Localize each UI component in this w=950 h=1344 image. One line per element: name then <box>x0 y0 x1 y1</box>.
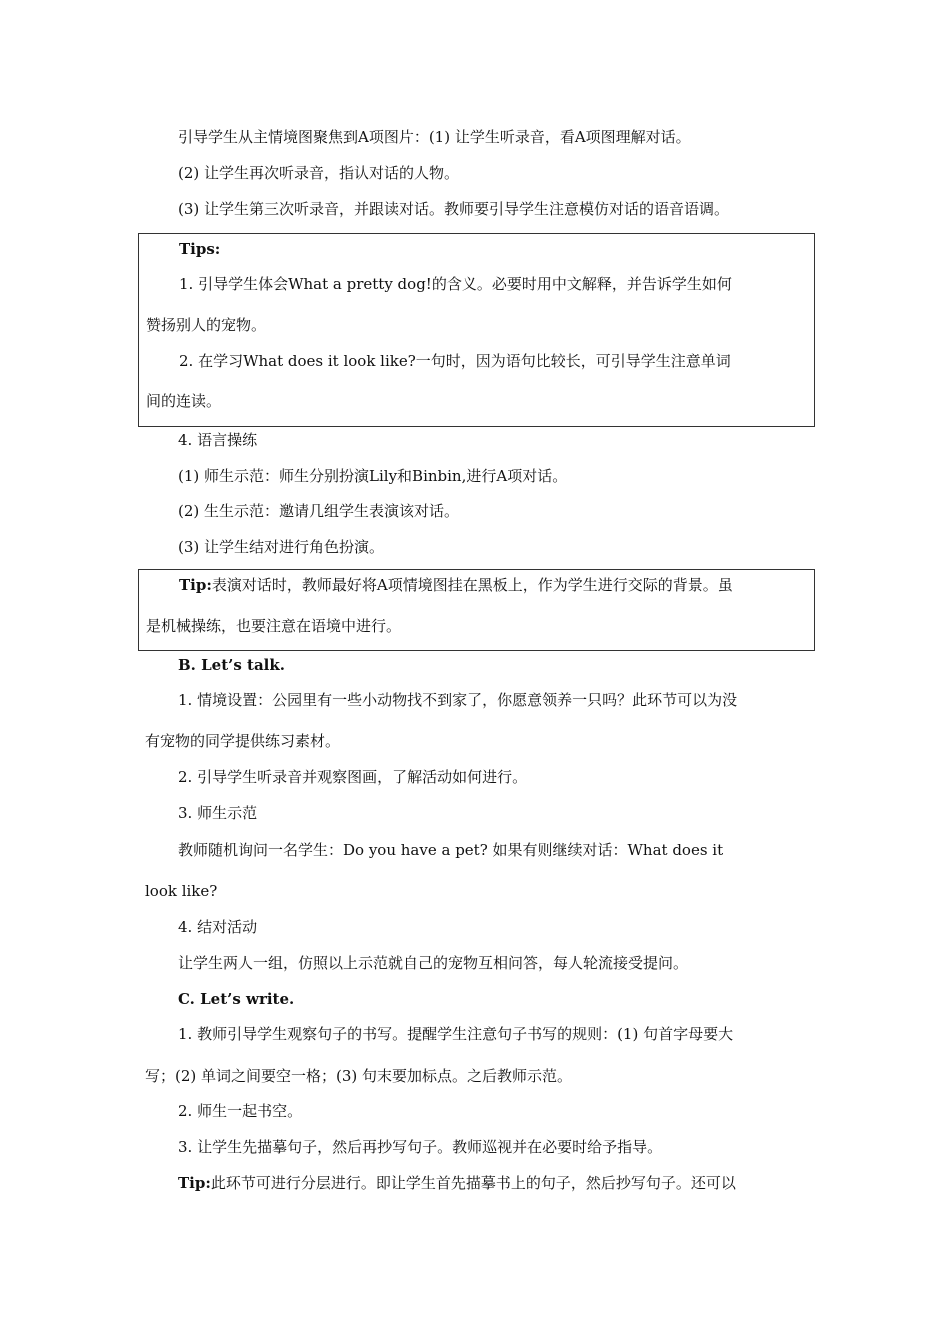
tip-box <box>138 569 815 651</box>
tips-item-1-cont: 赞扬别人的宠物。 <box>146 316 267 334</box>
tips-item-2: 2. 在学习What does it look like?一句时，因为语句比较长，可引导学生注意单词 <box>179 352 731 370</box>
section-b-item-1-cont: 有宠物的同学提供练习素材。 <box>145 732 341 750</box>
section-4-item-1: (1) 师生示范：师生分别扮演Lily和Binbin,进行A项对话。 <box>178 467 568 485</box>
tip-line-2: 是机械操练，也要注意在语境中进行。 <box>146 617 402 635</box>
section-b-item-3-text: 教师随机询问一名学生：Do you have a pet? 如果有则继续对话：What does it <box>178 841 724 859</box>
paragraph-listen-2: (2) 让学生再次听录音，指认对话的人物。 <box>178 164 460 182</box>
section-c-item-3: 3. 让学生先描摹句子，然后再抄写句子。教师巡视并在必要时给予指导。 <box>178 1138 663 1156</box>
tip-text: 表演对话时，教师最好将A项情境图挂在黑板上，作为学生进行交际的背景。虽 <box>211 576 733 594</box>
tips-box <box>138 233 815 427</box>
tip-label-c: Tip: <box>178 1174 211 1192</box>
section-b-item-4-text: 让学生两人一组，仿照以上示范就自己的宠物互相问答，每人轮流接受提问。 <box>178 954 689 972</box>
tips-label: Tips: <box>179 240 221 258</box>
tips-item-2-cont: 间的连读。 <box>146 392 222 410</box>
paragraph-listen-3: (3) 让学生第三次听录音，并跟读对话。教师要引导学生注意模仿对话的语音语调。 <box>178 200 730 218</box>
section-b-title: B. Let’s talk. <box>178 656 285 674</box>
section-4-heading: 4. 语言操练 <box>178 431 258 449</box>
section-b-item-3-cont: look like? <box>145 882 218 900</box>
tips-item-1: 1. 引导学生体会What a pretty dog!的含义。必要时用中文解释，并告诉学生如何 <box>179 275 732 293</box>
tip-line-1 <box>139 575 814 595</box>
section-b-item-1: 1. 情境设置：公园里有一些小动物找不到家了，你愿意领养一只吗？此环节可以为没 <box>178 691 738 709</box>
section-c-item-1-cont: 写；(2) 单词之间要空一格；(3) 句末要加标点。之后教师示范。 <box>145 1067 573 1085</box>
section-c-item-1: 1. 教师引导学生观察句子的书写。提醒学生注意句子书写的规则：(1) 句首字母要大 <box>178 1025 734 1043</box>
paragraph-listen-1: 引导学生从主情境图聚焦到A项图片：(1) 让学生听录音，看A项图理解对话。 <box>178 128 691 146</box>
tip-label: Tip: <box>179 576 212 594</box>
section-c-title: C. Let’s write. <box>178 990 295 1008</box>
section-4-item-2: (2) 生生示范：邀请几组学生表演该对话。 <box>178 502 460 520</box>
section-c-tip <box>178 1173 848 1193</box>
section-4-item-3: (3) 让学生结对进行角色扮演。 <box>178 538 385 556</box>
section-b-item-4: 4. 结对活动 <box>178 918 258 936</box>
section-b-item-3: 3. 师生示范 <box>178 804 258 822</box>
section-c-item-2: 2. 师生一起书空。 <box>178 1102 303 1120</box>
section-b-item-2: 2. 引导学生听录音并观察图画，了解活动如何进行。 <box>178 768 528 786</box>
tip-text-c: 此环节可进行分层进行。即让学生首先描摹书上的句子，然后抄写句子。还可以 <box>210 1174 736 1192</box>
